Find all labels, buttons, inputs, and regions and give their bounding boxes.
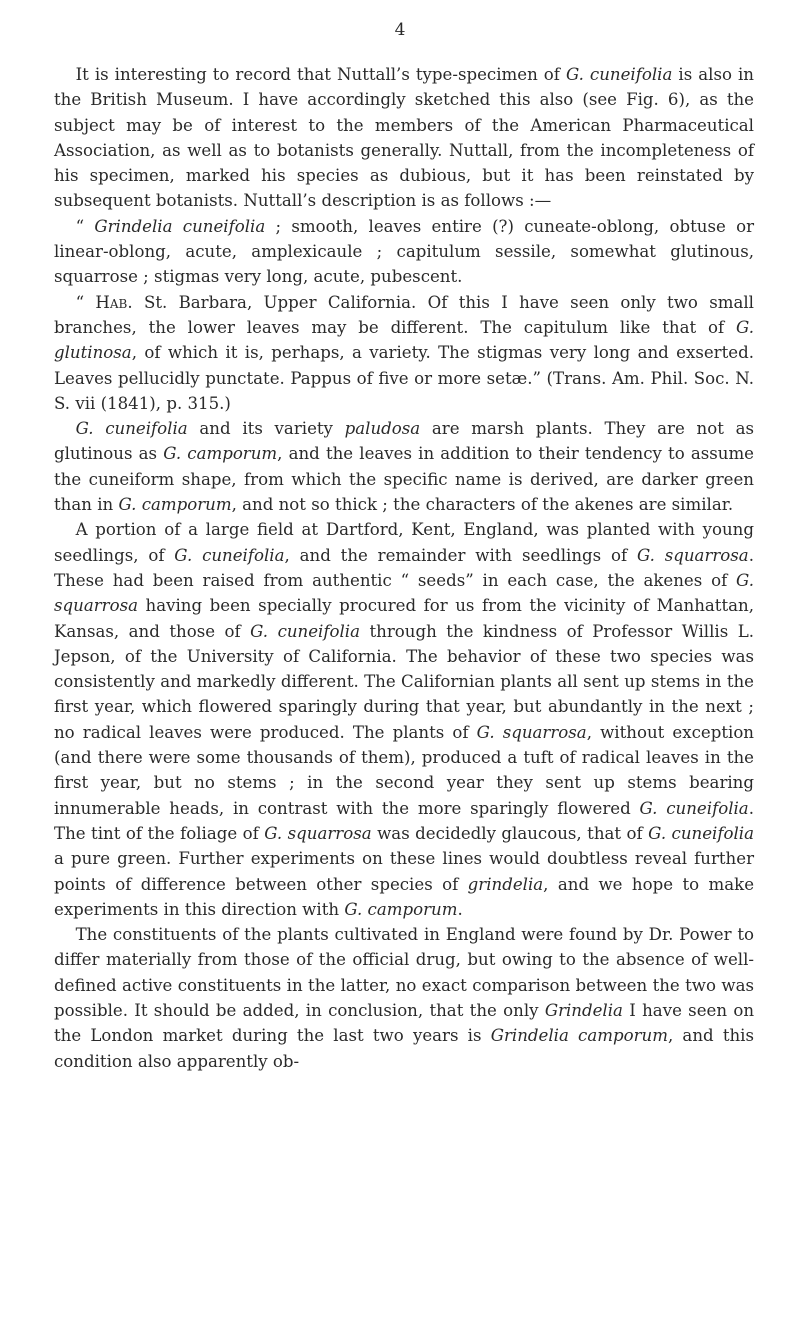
text-run: are marsh plants. They are not as glutinous as <box>54 419 754 464</box>
text-run: The constituents of the plants cultivated in England were found by Dr. Power to differ materially from those of the official drug, but owing to the absence of well-defined active constituents in the latter, no exact comparison between the two was possible. It should be added, in conclusion, that the only <box>54 925 754 1020</box>
italic-term: G. squarrosa <box>54 570 754 616</box>
italic-term: G. camporum <box>118 495 232 515</box>
italic-term: G. cuneifolia <box>174 545 285 565</box>
text-run: a pure green. Further experiments on these lines would doubtless reveal further points of difference between other species of <box>54 849 754 894</box>
italic-term: G. squarrosa <box>636 545 749 565</box>
paragraph-marsh-plants <box>54 416 754 517</box>
italic-term: Grindelia <box>544 1000 623 1020</box>
italic-term: Grindelia cuneifolia <box>94 216 266 236</box>
text-run: and its variety <box>187 419 345 439</box>
text-run: . These had been raised from authentic “ seeds” in each case, the akenes of <box>54 545 754 590</box>
text-run: was decidedly glaucous, that of <box>371 823 649 843</box>
text-run: I have seen on the London market during the last two years is <box>54 1000 755 1046</box>
text-run: is also in the British Museum. I have accordingly sketched this also (see Fig. 6), as the subject may be of interest to the members of the American Pharmaceutical Association, as well as to botanists generally. Nuttall, from the incompleteness of his specimen, marked his species as dubious, but it has been reinstated by subsequent botanists. Nuttall’s description is as follows :— <box>54 65 754 211</box>
text-run: , of which it is, perhaps, a variety. The stigmas very long and exserted. Leaves pellucidly punctate. Pappus of five or more setæ.” (Trans. Am. Phil. Soc. N. S. vii (1841), p. 315.) <box>54 343 754 413</box>
italic-term: G. cuneifolia <box>639 798 749 818</box>
text-run: . <box>457 899 463 919</box>
page-number: 4 <box>394 20 406 40</box>
italic-term: G. cuneifolia <box>250 621 360 641</box>
italic-term: paludosa <box>344 419 421 439</box>
italic-term: G. glutinosa <box>54 317 754 363</box>
paragraph-quoted-description <box>54 214 754 290</box>
text-run: , and we hope to make experiments in this direction with <box>54 874 755 919</box>
italic-term: G. camporum <box>163 444 278 464</box>
italic-term: G. camporum <box>344 899 458 919</box>
text-run: , without exception (and there were some thousands of them), produced a tuft of radical leaves in the first year, but no stems ; in the second year they sent up stems bearing innumerable heads, in contrast with the more sparingly flowered <box>54 722 754 818</box>
italic-term: G. cuneifolia <box>648 823 754 843</box>
text-run: , and this condition also apparently ob- <box>54 1026 755 1071</box>
italic-term: G. cuneifolia <box>565 65 673 84</box>
text-run: St. Barbara, Upper California. Of this I have seen only two small branches, the lower leaves may be different. The capitulum like that of <box>54 292 754 337</box>
paragraph-habitat-quote <box>54 290 754 416</box>
text-run: , and the leaves in addition to their tendency to assume the cuneiform shape, from which the specific name is derived, are darker green than in <box>54 444 755 515</box>
paragraph-dartford-experiment <box>54 517 754 922</box>
italic-term: G. squarrosa <box>264 823 372 843</box>
text-run: having been specially procured for us from the vicinity of Manhattan, Kansas, and those of <box>54 596 754 641</box>
italic-term: G. cuneifolia <box>75 419 188 439</box>
text-run: ; smooth, leaves entire (?) cuneate-oblong, obtuse or linear-oblong, acute, amplexicaule ; capitulum sessile, somewhat glutinous, squarrose ; stigmas very long, acute, pubescent. <box>54 216 754 287</box>
italic-term: Grindelia camporum <box>490 1026 668 1046</box>
text-run: It is interesting to record that Nuttall’s type-specimen of <box>75 65 566 84</box>
text-run: , and the remainder with seedlings of <box>284 545 637 565</box>
paragraph-constituents <box>54 922 754 1074</box>
italic-term: grindelia <box>467 874 544 894</box>
small-caps-term: Hab. <box>95 292 133 312</box>
text-run: A portion of a large field at Dartford, Kent, England, was planted with young seedlings, of <box>54 520 754 565</box>
body-text <box>54 62 754 1074</box>
italic-term: G. squarrosa <box>476 722 587 742</box>
text-run: “ <box>75 216 95 236</box>
text-run: . The tint of the foliage of <box>54 798 754 843</box>
text-run: , and not so thick ; the characters of the akenes are similar. <box>231 495 734 515</box>
paragraph-nuttall-specimen <box>54 62 754 214</box>
text-run: “ <box>75 292 96 312</box>
text-run: through the kindness of Professor Willis L. Jepson, of the University of California. The behavior of these two species was consistently and markedly different. The Californian plants all sent up stems in the first year, which flowered sparingly during that year, but abundantly in the next ; no radical leaves were produced. The plants of <box>54 621 754 742</box>
